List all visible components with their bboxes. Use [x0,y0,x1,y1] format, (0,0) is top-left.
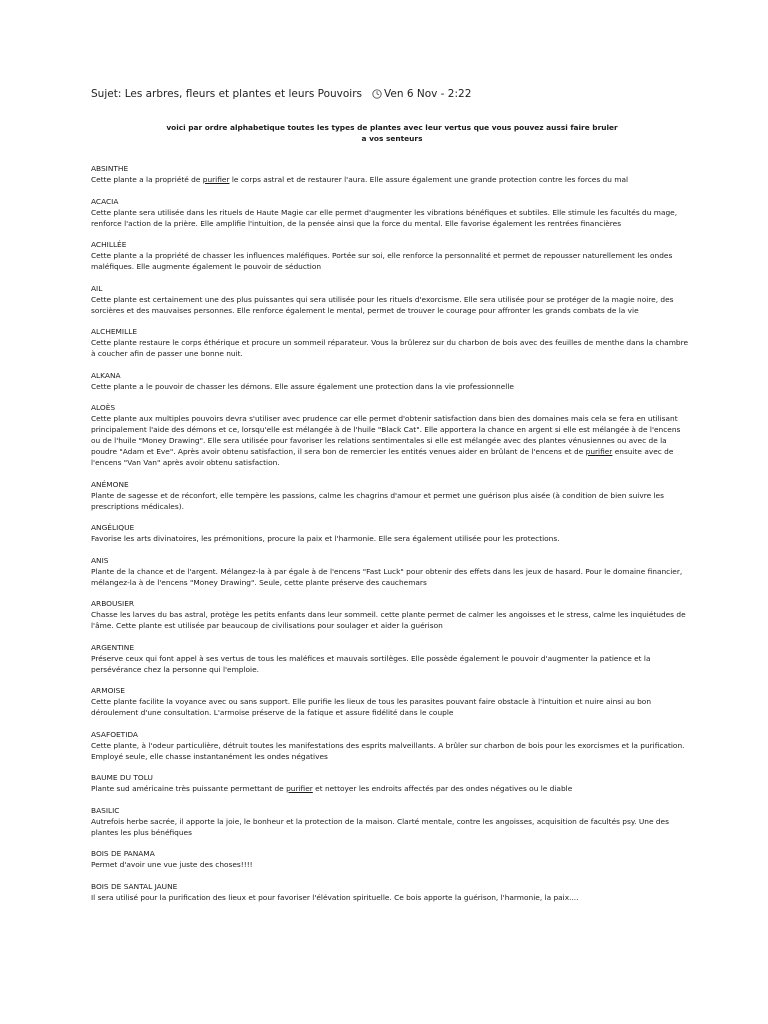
plant-entry [91,522,691,544]
description-text-continued: ensuite avec de l'encens "Van Van" après avoir obtenu satisfaction. [91,447,674,467]
description-text: Chasse les larves du bas astral, protège les petits enfants dans leur sommeil. cette plante permet de calmer les angoisses et le stress, calme les inquiétudes de l'âme. Cette plante est utilisée par beaucoup de civilisations pour soulager et aider la guérison [91,610,686,630]
description-text-continued: et nettoyer les endroits affectés par des ondes négatives ou le diable [312,784,573,793]
description-text: Cette plante, à l'odeur particulière, détruit toutes les manifestations des esprits malveillants. A brûler sur charbon de bois pour les exorcismes et la purification. Employé seule, elle chasse instantanément les ondes négatives [91,740,685,761]
description-text: Favorise les arts divinatoires, les prémonitions, procure la paix et l'harmonie. Elle sera également utilisée pour les protections. [91,534,560,543]
description-text: Permet d'avoir une vue juste des choses!!!! [91,860,253,869]
plant-entry [91,805,691,838]
purifier-link[interactable]: purifier [202,175,230,184]
description-text: Préserve ceux qui font appel à ses vertus de tous les maléfices et mauvais sortilèges. Elle possède également le pouvoir d'augmenter la patience et la persévérance chez la personne qui l'emploie. [91,653,651,674]
post-subject: Sujet: Les arbres, fleurs et plantes et leurs Pouvoirs [91,88,363,100]
plant-description [91,740,691,762]
plant-list [91,163,691,903]
plant-entry [91,163,691,185]
plant-description [91,381,691,392]
plant-name: ANÉMONE [91,479,129,489]
plant-entry [91,729,691,762]
plant-entry [91,881,691,903]
plant-name: ARMOISE [91,686,125,695]
description-text: Cette plante a le pouvoir de chasser les démons. Elle assure également une protection dans la vie professionnelle [91,381,514,391]
post-header [91,88,691,100]
plant-name: BASILIC [91,805,120,815]
forum-post [91,88,691,913]
plant-entry [91,196,691,229]
description-text: Il sera utilisé pour la purification des lieux et pour favoriser l'élévation spirituelle. Ce bois apporte la guérison, l'harmonie, la paix.... [91,892,579,902]
description-text: Plante de sagesse et de réconfort, elle tempère les passions, calme les chagrins d'amour et permet une guérison plus aisée (à condition de bien suivre les prescriptions médicales). [91,490,664,511]
plant-name: ARGENTINE [91,642,135,652]
clock-icon [372,89,382,99]
plant-description [91,207,691,229]
plant-name: ALKANA [91,370,121,380]
plant-name: ACHILLÉE [91,240,127,249]
plant-name: AIL [91,283,103,293]
plant-entry [91,685,691,718]
plant-description [91,566,691,588]
purifier-link[interactable]: purifier [286,784,313,793]
plant-description [91,174,691,185]
post-date: Ven 6 Nov - 2:22 [384,88,472,100]
plant-name: ALOÈS [91,403,116,412]
plant-entry [91,326,691,359]
plant-description [91,892,691,903]
plant-description [91,609,691,631]
description-text: Cette plante aux multiples pouvoirs devra s'utiliser avec prudence car elle permet d'obtenir satisfaction dans bien des domaines mais cela se fera en utilisant principalement l'aide des démons et ce, lorsqu'elle est mélangée à de l'huile "Black Cat". Elle apportera la chance en argent si elle est mélangée à de l'encens ou de l'huile "Money Drawing". Elle sera utilisée pour favoriser les relations sentimentales si elle est mélangée avec des plantes vénusiennes ou avec de la poudre "Adam et Eve". Après avoir obtenu satisfaction, il sera bon de remercier les entités venues aider en brûlant de l'encens et de [91,414,681,456]
plant-description [91,250,691,272]
plant-name: BOIS DE SANTAL JAUNE [91,881,178,891]
description-text: Cette plante restaure le corps éthérique et procure un sommeil réparateur. Vous la brûlerez sur du charbon de bois avec des feuilles de menthe dans la chambre à coucher afin de passer une bonne nuit. [91,338,689,358]
plant-entry [91,772,691,794]
plant-name: BOIS DE PANAMA [91,849,155,858]
plant-entry [91,848,691,870]
plant-name: ANIS [91,555,109,565]
intro-line-2: a vos senteurs [361,134,423,143]
plant-description [91,653,691,675]
plant-entry [91,402,691,468]
post-intro [91,122,691,144]
description-text-continued: le corps astral et de restaurer l'aura. Elle assure également une grande protection contre les forces du mal [229,175,629,184]
description-text: Cette plante facilite la voyance avec ou sans support. Elle purifie les lieux de tous les parasites pouvant faire obstacle à l'intuition et nuire ainsi au bon déroulement d'une consultation. L'armoise préserve de la fatique et assure fidélité dans le couple [91,697,652,717]
plant-name: ALCHEMILLE [91,327,138,336]
plant-description [91,696,691,718]
description-text: Cette plante est certainement une des plus puissantes qui sera utilisée pour les rituels d'exorcisme. Elle sera utilisée pour se protéger de la magie noire, des sorcières et des mauvaises personnes. Elle renforce également le mental, permet de trouver le courage pour affronter les grands combats de la vie [91,294,674,315]
description-text: Plante sud américaine très puissante permettant de [91,784,287,793]
plant-name: ANGÉLIQUE [91,523,135,532]
purifier-link[interactable]: purifier [585,447,613,456]
plant-entry [91,555,691,588]
plant-description [91,816,691,838]
plant-name: ARBOUSIER [91,599,135,608]
plant-description [91,413,691,468]
plant-entry [91,239,691,272]
plant-description [91,294,691,316]
plant-description [91,859,691,870]
plant-description [91,490,691,512]
plant-description [91,337,691,359]
description-text: Plante de la chance et de l'argent. Mélangez-la à par égale à de l'encens "Fast Luck" pour obtenir des effets dans les jeux de hasard. Pour le domaine financier, mélangez-la à de l'encens "Money Drawing". Seule, cette plante préserve des cauchemars [91,566,683,587]
plant-entry [91,598,691,631]
description-text: Cette plante sera utilisée dans les rituels de Haute Magie car elle permet d'augmenter les vibrations bénéfiques et subtiles. Elle stimule les facultés du mage, renforce l'action de la prière. Elle amplifie l'intuition, de la pensée ainsi que la force du mental. Elle favorise également les rentrées financières [91,207,678,228]
plant-entry [91,370,691,392]
description-text: Cette plante a la propriété de chasser les influences maléfiques. Portée sur soi, elle renforce la personnalité et permet de repousser naturellement les ondes maléfiques. Elle augmente également le pouvoir de séduction [91,251,673,271]
description-text: Cette plante a la propriété de [91,175,203,184]
plant-entry [91,283,691,316]
plant-name: BAUME DU TOLU [91,773,153,782]
plant-entry [91,479,691,512]
plant-name: ACACIA [91,196,119,206]
intro-line-1: voici par ordre alphabetique toutes les types de plantes avec leur vertus que vous pouvez aussi faire bruler [166,123,618,132]
plant-description [91,533,691,544]
plant-entry [91,642,691,675]
plant-description [91,783,691,794]
plant-name: ASAFOETIDA [91,729,138,739]
plant-name: ABSINTHE [91,164,129,173]
description-text: Autrefois herbe sacrée, il apporte la joie, le bonheur et la protection de la maison. Clarté mentale, contre les angoisses, acquisition de facultés psy. Une des plantes les plus bénéfiques [91,816,669,837]
